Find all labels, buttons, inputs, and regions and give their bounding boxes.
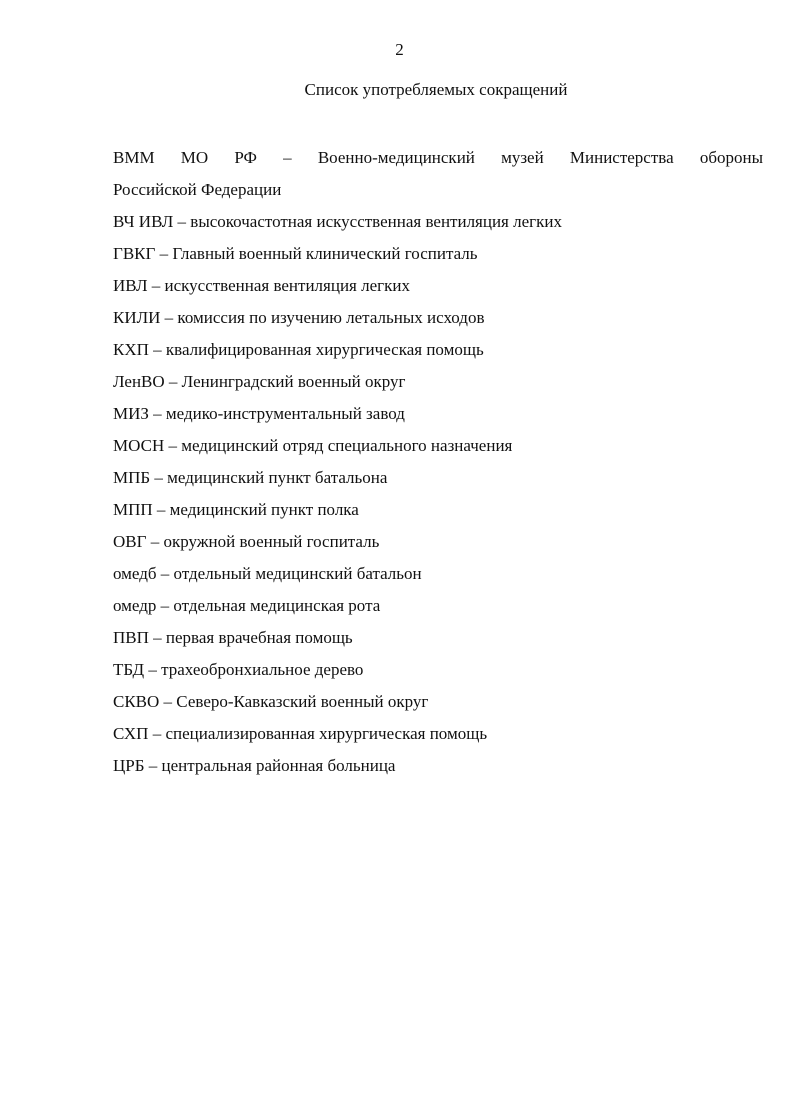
abbreviation-item: МПП – медицинский пункт полка	[113, 500, 359, 519]
abbreviation-item: СКВО – Северо-Кавказский военный округ	[113, 692, 429, 711]
abbreviation-item: ГВКГ – Главный военный клинический госпиталь	[113, 244, 478, 263]
abbreviation-item: ВЧ ИВЛ – высокочастотная искусственная вентиляция легких	[113, 212, 562, 231]
abbreviation-item: омедр – отдельная медицинская рота	[113, 596, 381, 615]
abbreviation-item: СХП – специализированная хирургическая помощь	[113, 724, 488, 743]
document-title: Список употребляемых сокращений	[304, 80, 568, 99]
abbreviation-item: МОСН – медицинский отряд специального назначения	[113, 436, 513, 455]
abbreviation-item: ЦРБ – центральная районная больница	[113, 756, 396, 775]
abbreviation-item: ИВЛ – искусственная вентиляция легких	[113, 276, 410, 295]
abbreviation-item: МИЗ – медико-инструментальный завод	[113, 404, 405, 423]
abbreviation-list	[113, 142, 763, 782]
abbreviation-item: КХП – квалифицированная хирургическая помощь	[113, 340, 484, 359]
abbreviation-item: ПВП – первая врачебная помощь	[113, 628, 353, 647]
abbreviation-item: ТБД – трахеобронхиальное дерево	[113, 660, 364, 679]
abbreviation-item: ЛенВО – Ленинградский военный округ	[113, 372, 406, 391]
abbreviation-item: КИЛИ – комиссия по изучению летальных исходов	[113, 308, 485, 327]
page-number: 2	[395, 40, 404, 59]
abbreviation-item: МПБ – медицинский пункт батальона	[113, 468, 388, 487]
abbreviation-line: Российской Федерации	[113, 180, 282, 199]
abbreviation-line: ВММ МО РФ – Военно-медицинский музей Министерства обороны	[113, 148, 763, 167]
abbreviation-item: ОВГ – окружной военный госпиталь	[113, 532, 380, 551]
abbreviation-item: омедб – отдельный медицинский батальон	[113, 564, 422, 583]
abbreviation-item-vmm	[113, 142, 763, 206]
